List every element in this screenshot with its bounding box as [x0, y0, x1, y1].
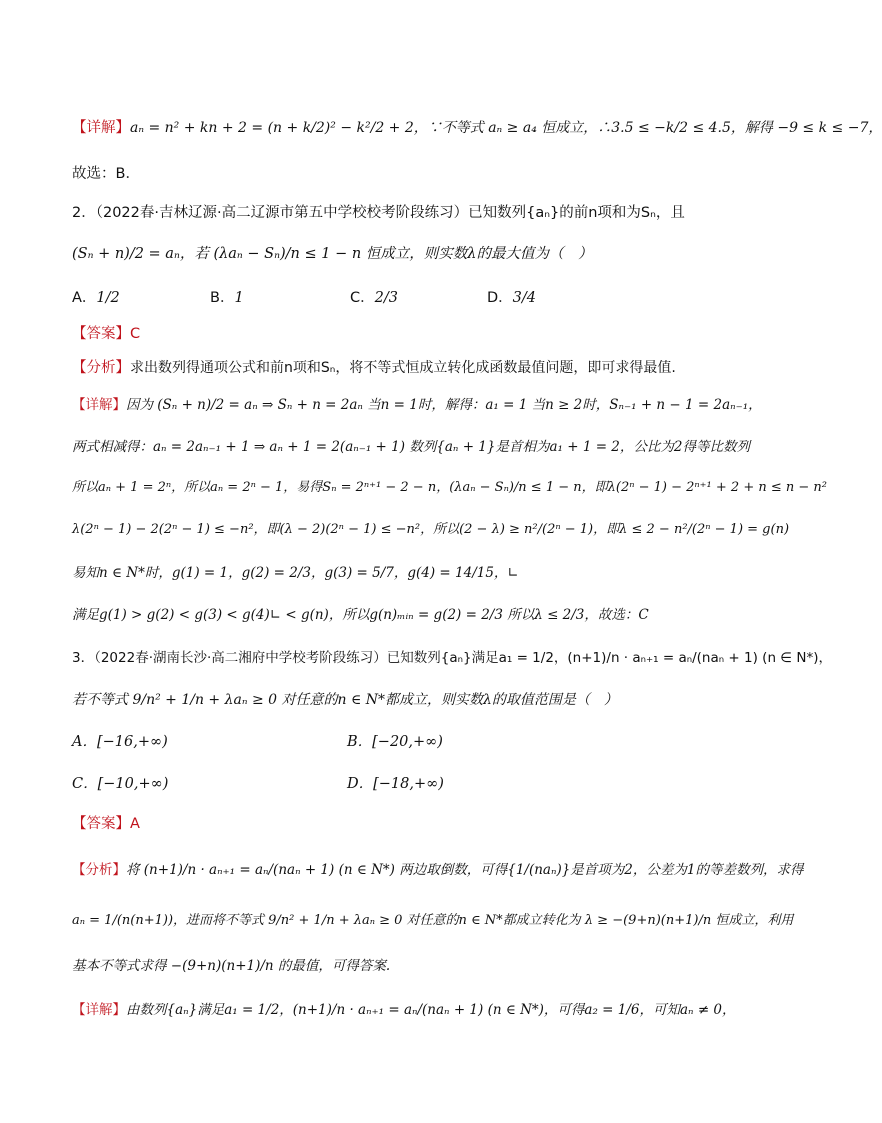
q2-detail-line5: 易知n ∈ N*时，g(1) = 1，g(2) = 2/3，g(3) = 5/7，g(4) = 14/15，∟	[72, 565, 519, 581]
q3-option-a: A．[−16,+∞)	[72, 734, 168, 750]
q2-stem-line1: 2．（2022春·吉林辽源·高二辽源市第五中学校校考阶段练习）已知数列{aₙ}的前n项和为Sₙ，且	[72, 205, 685, 221]
detail-tag: 【详解】	[72, 120, 130, 136]
q1-conclusion: 故选：B．	[72, 166, 140, 182]
q3-detail-line1: 【详解】由数列{aₙ}满足a₁ = 1/2，(n+1)/n · aₙ₊₁ = aₙ/(naₙ + 1) (n ∈ N*)，可得a₂ = 1/6，可知aₙ ≠ 0，	[72, 1002, 736, 1018]
q2-option-d: D．3/4	[487, 290, 537, 306]
q3-answer: 【答案】A	[72, 816, 140, 832]
q2-detail-line4: λ(2ⁿ − 1) − 2(2ⁿ − 1) ≤ −n²，即(λ − 2)(2ⁿ − 1) ≤ −n²，所以(2 − λ) ≥ n²/(2ⁿ − 1)，即λ ≤ 2 − n²/(2ⁿ − 1) = g(n)	[72, 522, 790, 537]
q3-analysis-line2: aₙ = 1/(n(n+1))，进而将不等式 9/n² + 1/n + λaₙ ≥ 0 对任意的n ∈ N*都成立转化为 λ ≥ −(9+n)(n+1)/n 恒成立，利用	[72, 913, 794, 928]
q1-detail-math: aₙ = n² + kn + 2 = (n + k/2)² − k²/2 + 2，∵不等式 aₙ ≥ a₄ 恒成立，∴3.5 ≤ −k/2 ≤ 4.5，解得 −9 ≤ k ≤ −7，	[130, 120, 882, 136]
q3-stem-line1: 3．（2022春·湖南长沙·高二湘府中学校考阶段练习）已知数列{aₙ}满足a₁ = 1/2，(n+1)/n · aₙ₊₁ = aₙ/(naₙ + 1) (n ∈ N*)，	[72, 650, 832, 666]
q3-option-b: B．[−20,+∞)	[347, 734, 443, 750]
q3-option-c: C．[−10,+∞)	[72, 776, 169, 792]
q3-analysis-line3: 基本不等式求得 −(9+n)(n+1)/n 的最值，可得答案.	[72, 958, 391, 974]
q3-option-d: D．[−18,+∞)	[347, 776, 444, 792]
q2-detail-line3: 所以aₙ + 1 = 2ⁿ，所以aₙ = 2ⁿ − 1，易得Sₙ = 2ⁿ⁺¹ − 2 − n，(λaₙ − Sₙ)/n ≤ 1 − n，即λ(2ⁿ − 1) − 2ⁿ⁺¹ + 2 + n ≤ n − n²	[72, 480, 827, 495]
q2-option-b: B．1	[210, 290, 244, 306]
q2-option-c: C．2/3	[350, 290, 398, 306]
q2-analysis: 【分析】求出数列得通项公式和前n项和Sₙ，将不等式恒成立转化成函数最值问题，即可求得最值.	[72, 360, 676, 376]
q2-detail-line2: 两式相减得：aₙ = 2aₙ₋₁ + 1 ⇒ aₙ + 1 = 2(aₙ₋₁ + 1) 数列{aₙ + 1}是首相为a₁ + 1 = 2，公比为2得等比数列	[72, 439, 750, 455]
q3-stem-line2: 若不等式 9/n² + 1/n + λaₙ ≥ 0 对任意的n ∈ N*都成立，则实数λ的取值范围是（ ）	[72, 692, 618, 708]
q2-answer: 【答案】C	[72, 326, 141, 342]
q2-detail-line6: 满足g(1) > g(2) < g(3) < g(4)∟ < g(n)，所以g(n)ₘᵢₙ = g(2) = 2/3 所以λ ≤ 2/3，故选：C	[72, 607, 649, 623]
q3-analysis-line1: 【分析】将 (n+1)/n · aₙ₊₁ = aₙ/(naₙ + 1) (n ∈ N*) 两边取倒数，可得{1/(naₙ)}是首项为2，公差为1的等差数列，求得	[72, 862, 804, 878]
q2-option-a: A．1/2	[72, 290, 120, 306]
q1-detail-line	[72, 118, 882, 138]
q2-stem-line2: (Sₙ + n)/2 = aₙ，若 (λaₙ − Sₙ)/n ≤ 1 − n 恒成立，则实数λ的最大值为（ ）	[72, 246, 593, 262]
q2-detail-line1: 【详解】因为 (Sₙ + n)/2 = aₙ ⇒ Sₙ + n = 2aₙ 当n = 1时，解得：a₁ = 1 当n ≥ 2时，Sₙ₋₁ + n − 1 = 2aₙ₋₁，	[72, 397, 762, 413]
